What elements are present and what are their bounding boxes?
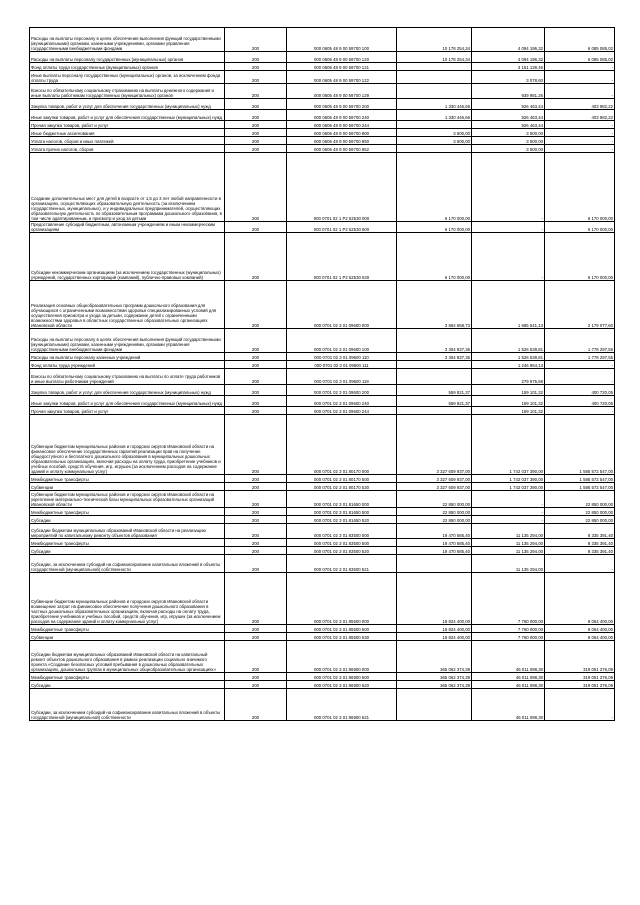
row-executed-cell: 926 463,44 xyxy=(472,121,545,129)
row-executed-cell: 3 500,00 xyxy=(472,145,545,153)
row-executed-cell: 279 575,68 xyxy=(472,369,545,385)
row-code-cell: 200 xyxy=(225,84,287,99)
row-executed-cell: 1 742 037 390,00 xyxy=(472,475,545,483)
row-executed-cell: 4 094 196,32 xyxy=(472,28,545,52)
row-name-cell: Иные закупки товаров, работ и услуг для обеспечения государственных (муниципальных) нужд xyxy=(30,396,225,407)
row-name-cell: Расходы на выплаты персоналу казенных учреждений xyxy=(30,353,225,361)
row-kbk-cell: 000 0701 02 3 01 09600 100 xyxy=(287,329,397,353)
row-approved-cell: 15 824 400,00 xyxy=(397,573,472,625)
row-name-cell: Субвенции xyxy=(30,633,225,641)
row-unexecuted-cell: 8 335 391,40 xyxy=(545,539,615,547)
row-kbk-cell: 000 0701 02 3 01 81650 500 xyxy=(287,508,397,516)
row-unexecuted-cell: 403 982,22 xyxy=(545,99,615,110)
table-row xyxy=(30,483,615,491)
row-kbk-cell: 000 0701 02 3 01 09600 111 xyxy=(287,361,397,369)
row-unexecuted-cell: 1 585 572 547,00 xyxy=(545,483,615,491)
row-name-cell: Создание дополнительных мест для детей в возрасте от 1,5 до 3 лет любой направленности в организациях, осуществляющих образовательную деятельность (за исключением государственных, муниципальных), и у индивидуальных предпринимателей, осуществляющих образовательную деятельность по образовательным программам дошкольного образования, в том числе адаптированным, и присмотр и уход за детьми xyxy=(30,153,225,222)
row-unexecuted-cell: - xyxy=(545,145,615,153)
row-code-cell: 200 xyxy=(225,137,287,145)
row-name-cell: Фонд оплаты труда государственных (муниципальных) органов xyxy=(30,63,225,71)
row-executed-cell: 11 135 294,00 xyxy=(472,547,545,555)
row-executed-cell: 1 685 541,13 xyxy=(472,281,545,329)
row-code-cell: 200 xyxy=(225,689,287,721)
table-row xyxy=(30,475,615,483)
row-unexecuted-cell: 319 051 276,09 xyxy=(545,641,615,673)
row-approved-cell xyxy=(397,361,472,369)
row-code-cell: 200 xyxy=(225,385,287,396)
row-kbk-cell: 000 0701 02 3 01 83500 521 xyxy=(287,555,397,573)
table-row xyxy=(30,153,615,222)
row-executed-cell: 1 526 539,81 xyxy=(472,329,545,353)
row-unexecuted-cell: 400 720,05 xyxy=(545,385,615,396)
table-row xyxy=(30,52,615,63)
row-approved-cell: 10 178 254,34 xyxy=(397,52,472,63)
table-row xyxy=(30,145,615,153)
row-unexecuted-cell: 8 335 391,40 xyxy=(545,547,615,555)
row-code-cell: 200 xyxy=(225,555,287,573)
row-unexecuted-cell: 2 179 077,60 xyxy=(545,281,615,329)
row-approved-cell: 15 824 400,00 xyxy=(397,633,472,641)
row-kbk-cell: 000 0701 02 3 01 80170 530 xyxy=(287,483,397,491)
row-kbk-cell: 000 0701 02 3 01 86900 520 xyxy=(287,681,397,689)
row-kbk-cell: 000 0701 02 1 P2 52530 000 xyxy=(287,153,397,222)
row-name-cell: Межбюджетные трансферты xyxy=(30,673,225,681)
row-code-cell: 200 xyxy=(225,99,287,110)
row-approved-cell: 3 327 609 937,00 xyxy=(397,483,472,491)
row-code-cell: 200 xyxy=(225,491,287,508)
row-unexecuted-cell: 8 064 400,00 xyxy=(545,573,615,625)
row-kbk-cell: 000 0701 02 1 P2 52530 600 xyxy=(287,222,397,233)
row-approved-cell: 365 062 374,39 xyxy=(397,681,472,689)
row-name-cell: Межбюджетные трансферты xyxy=(30,475,225,483)
row-name-cell: Реализация основных общеобразовательных программ дошкольного образования для обучающихся с ограниченными возможностями здоровья специализированных условий для осуществления присмотра и ухода за детьми, содержание детей с ограниченными возможностями здоровья в областных государственных образовательных организациях Ивановской области xyxy=(30,281,225,329)
row-name-cell: Взносы по обязательному социальному страхованию на выплаты денежного содержания и иные выплаты работникам государственных (муниципальных) органов xyxy=(30,84,225,99)
row-executed-cell: 159 101,32 xyxy=(472,396,545,407)
row-unexecuted-cell: - xyxy=(545,689,615,721)
row-name-cell: Иные закупки товаров, работ и услуг для обеспечения государственных (муниципальных) нужд xyxy=(30,110,225,121)
row-kbk-cell: 000 0701 02 3 01 09600 240 xyxy=(287,396,397,407)
row-name-cell: Субсидии, за исключением субсидий на софинансирование капитальных вложений в объекты государственной (муниципальной) собственности xyxy=(30,689,225,721)
row-unexecuted-cell: 6 085 085,02 xyxy=(545,52,615,63)
table-row xyxy=(30,137,615,145)
row-unexecuted-cell: 1 778 297,55 xyxy=(545,329,615,353)
row-kbk-cell: 000 0701 02 3 01 09600 119 xyxy=(287,369,397,385)
row-executed-cell: 926 463,44 xyxy=(472,110,545,121)
row-kbk-cell: 000 0701 02 3 01 09600 244 xyxy=(287,407,397,415)
row-code-cell: 200 xyxy=(225,547,287,555)
row-kbk-cell: 000 0701 02 3 01 81650 000 xyxy=(287,491,397,508)
row-approved-cell xyxy=(397,145,472,153)
table-row xyxy=(30,281,615,329)
table-row xyxy=(30,641,615,673)
row-executed-cell: 3 500,00 xyxy=(472,129,545,137)
table-row xyxy=(30,369,615,385)
row-kbk-cell: 000 0605 48 9 00 59700 129 xyxy=(287,84,397,99)
row-name-cell: Взносы по обязательному социальному страхованию на выплаты по оплате труда работников и иные выплаты работникам учреждений xyxy=(30,369,225,385)
row-code-cell: 200 xyxy=(225,508,287,516)
row-approved-cell: 365 062 374,39 xyxy=(397,641,472,673)
table-row xyxy=(30,28,615,52)
row-code-cell: 200 xyxy=(225,121,287,129)
row-unexecuted-cell: - xyxy=(545,369,615,385)
row-executed-cell: 7 760 000,00 xyxy=(472,625,545,633)
row-code-cell: 200 xyxy=(225,145,287,153)
row-approved-cell: 3 327 609 937,00 xyxy=(397,415,472,475)
row-name-cell: Субсидии xyxy=(30,547,225,555)
table-row xyxy=(30,573,615,625)
row-approved-cell xyxy=(397,63,472,71)
row-kbk-cell: 000 0701 02 3 01 83500 000 xyxy=(287,524,397,539)
row-approved-cell xyxy=(397,121,472,129)
row-unexecuted-cell: 1 585 572 547,00 xyxy=(545,415,615,475)
row-code-cell: 200 xyxy=(225,110,287,121)
row-unexecuted-cell: - xyxy=(545,137,615,145)
row-approved-cell: 3 864 658,73 xyxy=(397,281,472,329)
row-kbk-cell: 000 0701 02 1 P2 52530 630 xyxy=(287,233,397,281)
table-row xyxy=(30,681,615,689)
row-unexecuted-cell: 22 850 000,00 xyxy=(545,508,615,516)
row-name-cell: Субсидии некоммерческим организациям (за исключением государственных (муниципальных) учреждений, государственных корпораций (компаний), публично-правовых компаний) xyxy=(30,233,225,281)
row-name-cell: Субсидии xyxy=(30,681,225,689)
row-unexecuted-cell: 6 085 085,02 xyxy=(545,28,615,52)
row-unexecuted-cell: 22 850 000,00 xyxy=(545,516,615,524)
table-row xyxy=(30,625,615,633)
row-name-cell: Субсидии бюджетам муниципальных образований Ивановской области на реализацию мероприятий по капитальному ремонту объектов образования xyxy=(30,524,225,539)
row-code-cell: 200 xyxy=(225,625,287,633)
table-row xyxy=(30,353,615,361)
row-code-cell: 200 xyxy=(225,633,287,641)
row-approved-cell: 15 824 400,00 xyxy=(397,625,472,633)
row-code-cell: 200 xyxy=(225,129,287,137)
row-approved-cell: 19 470 685,40 xyxy=(397,539,472,547)
row-code-cell: 200 xyxy=(225,641,287,673)
table-row xyxy=(30,99,615,110)
row-kbk-cell: 000 0701 02 3 01 86900 500 xyxy=(287,673,397,681)
budget-execution-table-page xyxy=(29,27,614,721)
row-executed-cell: 1 742 037 390,00 xyxy=(472,483,545,491)
table-row xyxy=(30,516,615,524)
row-code-cell: 200 xyxy=(225,233,287,281)
row-unexecuted-cell: 8 064 400,00 xyxy=(545,633,615,641)
row-approved-cell: 22 850 000,00 xyxy=(397,516,472,524)
row-approved-cell: 6 170 000,00 xyxy=(397,153,472,222)
row-unexecuted-cell: 6 170 000,00 xyxy=(545,222,615,233)
row-executed-cell: 926 463,44 xyxy=(472,99,545,110)
row-approved-cell: 19 470 685,40 xyxy=(397,547,472,555)
row-name-cell: Закупка товаров, работ и услуг для обеспечения государственных (муниципальных) нужд xyxy=(30,99,225,110)
row-unexecuted-cell: 400 720,05 xyxy=(545,396,615,407)
row-kbk-cell: 000 0605 48 9 00 59700 120 xyxy=(287,52,397,63)
row-kbk-cell: 000 0701 02 3 01 86900 521 xyxy=(287,689,397,721)
row-unexecuted-cell: - xyxy=(545,121,615,129)
row-code-cell: 200 xyxy=(225,524,287,539)
row-code-cell: 200 xyxy=(225,71,287,84)
row-approved-cell xyxy=(397,84,472,99)
row-unexecuted-cell: 6 170 000,00 xyxy=(545,233,615,281)
row-executed-cell: 3 151 139,46 xyxy=(472,63,545,71)
row-unexecuted-cell: 6 170 000,00 xyxy=(545,153,615,222)
row-code-cell: 200 xyxy=(225,52,287,63)
row-unexecuted-cell: 319 051 276,09 xyxy=(545,673,615,681)
budget-table xyxy=(29,27,615,721)
row-executed-cell: 1 526 539,81 xyxy=(472,353,545,361)
row-code-cell: 200 xyxy=(225,353,287,361)
row-executed-cell: - xyxy=(472,491,545,508)
row-unexecuted-cell: 319 051 276,09 xyxy=(545,681,615,689)
row-executed-cell: - xyxy=(472,153,545,222)
row-kbk-cell: 000 0701 02 3 01 83500 500 xyxy=(287,539,397,547)
table-row xyxy=(30,63,615,71)
table-row xyxy=(30,491,615,508)
table-row xyxy=(30,524,615,539)
row-approved-cell: 22 850 000,00 xyxy=(397,508,472,516)
row-unexecuted-cell: - xyxy=(545,63,615,71)
row-code-cell: 200 xyxy=(225,329,287,353)
row-approved-cell: 10 178 254,34 xyxy=(397,28,472,52)
row-unexecuted-cell: 403 982,22 xyxy=(545,110,615,121)
row-name-cell: Расходы на выплаты персоналу в целях обеспечения выполнения функций государственными (муниципальными) органами, казенными учреждениями, органами управления государственными внебюджетными фондами xyxy=(30,329,225,353)
row-code-cell: 200 xyxy=(225,361,287,369)
row-executed-cell: 11 135 294,00 xyxy=(472,539,545,547)
row-executed-cell: 1 246 964,13 xyxy=(472,361,545,369)
table-row xyxy=(30,329,615,353)
row-name-cell: Межбюджетные трансферты xyxy=(30,539,225,547)
row-executed-cell: 159 101,32 xyxy=(472,385,545,396)
row-kbk-cell: 000 0701 02 3 01 09600 000 xyxy=(287,281,397,329)
row-unexecuted-cell: - xyxy=(545,71,615,84)
row-code-cell: 200 xyxy=(225,415,287,475)
row-code-cell: 200 xyxy=(225,369,287,385)
table-row xyxy=(30,385,615,396)
row-executed-cell: 3 500,00 xyxy=(472,137,545,145)
row-executed-cell: 4 094 196,32 xyxy=(472,52,545,63)
row-approved-cell: 19 470 685,40 xyxy=(397,524,472,539)
row-executed-cell: 11 135 294,00 xyxy=(472,555,545,573)
row-approved-cell: 6 170 000,00 xyxy=(397,222,472,233)
row-code-cell: 200 xyxy=(225,28,287,52)
row-executed-cell: 46 011 098,30 xyxy=(472,689,545,721)
table-row xyxy=(30,222,615,233)
row-kbk-cell: 000 0701 02 3 01 86900 000 xyxy=(287,641,397,673)
row-approved-cell: 6 170 000,00 xyxy=(397,233,472,281)
row-executed-cell: 46 011 098,30 xyxy=(472,681,545,689)
row-executed-cell: - xyxy=(472,222,545,233)
table-row xyxy=(30,689,615,721)
row-approved-cell: 3 500,00 xyxy=(397,137,472,145)
table-row xyxy=(30,407,615,415)
row-unexecuted-cell: 8 335 391,40 xyxy=(545,524,615,539)
table-row xyxy=(30,547,615,555)
table-row xyxy=(30,415,615,475)
row-executed-cell: 46 011 098,30 xyxy=(472,673,545,681)
row-kbk-cell: 000 0701 02 3 01 09600 200 xyxy=(287,385,397,396)
row-name-cell: Закупка товаров, работ и услуг для обеспечения государственных (муниципальных) нужд xyxy=(30,385,225,396)
table-row xyxy=(30,110,615,121)
row-name-cell: Предоставление субсидий бюджетным, автономным учреждениям и иным некоммерческим организациям xyxy=(30,222,225,233)
table-row xyxy=(30,84,615,99)
table-body xyxy=(30,28,615,721)
row-name-cell: Межбюджетные трансферты xyxy=(30,625,225,633)
row-code-cell: 200 xyxy=(225,539,287,547)
row-approved-cell xyxy=(397,71,472,84)
row-unexecuted-cell: 1 778 297,55 xyxy=(545,353,615,361)
row-kbk-cell: 000 0701 02 3 01 09600 110 xyxy=(287,353,397,361)
row-executed-cell: - xyxy=(472,516,545,524)
table-row xyxy=(30,71,615,84)
table-row xyxy=(30,508,615,516)
row-kbk-cell: 000 0605 48 9 00 59700 244 xyxy=(287,121,397,129)
table-row xyxy=(30,361,615,369)
row-approved-cell: 3 304 837,36 xyxy=(397,329,472,353)
row-name-cell: Иные бюджетные ассигнования xyxy=(30,129,225,137)
row-kbk-cell: 000 0605 48 9 00 59700 122 xyxy=(287,71,397,84)
row-kbk-cell: 000 0701 02 3 01 80170 500 xyxy=(287,475,397,483)
row-approved-cell xyxy=(397,369,472,385)
table-row xyxy=(30,396,615,407)
row-unexecuted-cell: 8 064 400,00 xyxy=(545,625,615,633)
row-name-cell: Уплата прочих налогов, сборов xyxy=(30,145,225,153)
row-code-cell: 200 xyxy=(225,153,287,222)
row-executed-cell: 7 760 000,00 xyxy=(472,633,545,641)
row-unexecuted-cell: - xyxy=(545,555,615,573)
table-row xyxy=(30,555,615,573)
table-row xyxy=(30,633,615,641)
row-unexecuted-cell: 1 585 572 547,00 xyxy=(545,475,615,483)
row-name-cell: Субвенции бюджетам муниципальных районов и городских округов Ивановской области на финансовое обеспечение государственных гарантий реализации прав на получение общедоступного и бесплатного дошкольного образования в муниципальных дошкольных образовательных организациях, включая расходы на оплату труда, приобретение учебников и учебных пособий, средств обучения, игр, игрушек (за исключением расходов на содержание зданий и оплату коммунальных услуг) xyxy=(30,415,225,475)
row-code-cell: 200 xyxy=(225,222,287,233)
table-row xyxy=(30,233,615,281)
row-unexecuted-cell: - xyxy=(545,361,615,369)
row-approved-cell xyxy=(397,555,472,573)
row-name-cell: Иные выплаты персоналу государственных (муниципальных) органов, за исключением фонда оплаты труда xyxy=(30,71,225,84)
row-executed-cell: 11 135 294,00 xyxy=(472,524,545,539)
row-executed-cell: 7 760 000,00 xyxy=(472,573,545,625)
row-unexecuted-cell: - xyxy=(545,407,615,415)
row-approved-cell xyxy=(397,689,472,721)
row-name-cell: Уплата налогов, сборов и иных платежей xyxy=(30,137,225,145)
row-code-cell: 200 xyxy=(225,475,287,483)
row-kbk-cell: 000 0701 02 3 01 85500 500 xyxy=(287,625,397,633)
row-approved-cell: 365 062 374,39 xyxy=(397,673,472,681)
row-name-cell: Субвенции бюджетам муниципальных районов и городских округов Ивановской области возмещение затрат на финансовое обеспечение получения дошкольного образования в частных дошкольных образовательных организациях, включая расходы на оплату труда, приобретение учебников и учебных пособий, средств обучения, игр, игрушек (за исключением расходов на содержание зданий и оплату коммунальных услуг) xyxy=(30,573,225,625)
table-row xyxy=(30,129,615,137)
row-executed-cell: - xyxy=(472,233,545,281)
row-code-cell: 200 xyxy=(225,673,287,681)
table-row xyxy=(30,673,615,681)
row-approved-cell: 3 304 837,36 xyxy=(397,353,472,361)
row-name-cell: Субвенции xyxy=(30,483,225,491)
row-kbk-cell: 000 0701 02 3 01 83500 520 xyxy=(287,547,397,555)
row-name-cell: Субвенции бюджетам муниципальных районов и городских округов Ивановской области на укрепление материально-технической базы муниципальных образовательных организаций Ивановской области xyxy=(30,491,225,508)
row-name-cell: Прочая закупка товаров, работ и услуг xyxy=(30,121,225,129)
row-name-cell: Расходы на выплаты персоналу в целях обеспечения выполнения функций государственными (муниципальными) органами, казенными учреждениями, органами управления государственными внебюджетными фондами xyxy=(30,28,225,52)
row-kbk-cell: 000 0605 48 9 00 59700 850 xyxy=(287,137,397,145)
table-row xyxy=(30,121,615,129)
row-unexecuted-cell: 22 850 000,00 xyxy=(545,491,615,508)
row-approved-cell: 1 330 446,66 xyxy=(397,110,472,121)
row-executed-cell: 1 742 037 390,00 xyxy=(472,415,545,475)
row-executed-cell: 46 011 098,30 xyxy=(472,641,545,673)
row-kbk-cell: 000 0701 02 3 01 81650 520 xyxy=(287,516,397,524)
row-executed-cell: 159 101,32 xyxy=(472,407,545,415)
row-kbk-cell: 000 0605 48 9 00 59700 200 xyxy=(287,99,397,110)
row-code-cell: 200 xyxy=(225,681,287,689)
row-name-cell: Субсидии, за исключением субсидий на софинансирование капитальных вложений в объекты государственной (муниципальной) собственности xyxy=(30,555,225,573)
row-kbk-cell: 000 0701 02 3 01 85500 000 xyxy=(287,573,397,625)
row-code-cell: 200 xyxy=(225,396,287,407)
row-approved-cell: 559 821,37 xyxy=(397,385,472,396)
row-approved-cell: 1 330 446,66 xyxy=(397,99,472,110)
row-kbk-cell: 000 0701 02 3 01 80170 000 xyxy=(287,415,397,475)
row-approved-cell: 3 500,00 xyxy=(397,129,472,137)
row-approved-cell: 3 327 609 937,00 xyxy=(397,475,472,483)
row-name-cell: Расходы на выплаты персоналу государственных (муниципальных) органов xyxy=(30,52,225,63)
row-unexecuted-cell: - xyxy=(545,84,615,99)
row-name-cell: Межбюджетные трансферты xyxy=(30,508,225,516)
row-code-cell: 200 xyxy=(225,516,287,524)
row-kbk-cell: 000 0605 48 9 00 59700 240 xyxy=(287,110,397,121)
row-approved-cell xyxy=(397,407,472,415)
row-kbk-cell: 000 0605 48 9 00 59700 852 xyxy=(287,145,397,153)
table-row xyxy=(30,539,615,547)
row-kbk-cell: 000 0605 48 9 00 59700 100 xyxy=(287,28,397,52)
row-kbk-cell: 000 0605 48 9 00 59700 121 xyxy=(287,63,397,71)
row-unexecuted-cell: - xyxy=(545,129,615,137)
row-kbk-cell: 000 0701 02 3 01 85500 530 xyxy=(287,633,397,641)
row-approved-cell: 22 850 000,00 xyxy=(397,491,472,508)
row-code-cell: 200 xyxy=(225,281,287,329)
row-code-cell: 200 xyxy=(225,573,287,625)
row-name-cell: Прочая закупка товаров, работ и услуг xyxy=(30,407,225,415)
row-approved-cell: 559 821,37 xyxy=(397,396,472,407)
row-name-cell: Фонд оплаты труда учреждений xyxy=(30,361,225,369)
row-executed-cell: - xyxy=(472,508,545,516)
row-name-cell: Субсидии xyxy=(30,516,225,524)
row-executed-cell: 3 078,60 xyxy=(472,71,545,84)
row-code-cell: 200 xyxy=(225,483,287,491)
row-code-cell: 200 xyxy=(225,63,287,71)
row-code-cell: 200 xyxy=(225,407,287,415)
row-executed-cell: 939 981,26 xyxy=(472,84,545,99)
row-kbk-cell: 000 0605 48 9 00 59700 800 xyxy=(287,129,397,137)
row-name-cell: Субсидии бюджетам муниципальных образований Ивановской области на капитальный ремонт объектов дошкольного образования в рамках реализации социально значимого проекта «Создание безопасных условий пребывания в дошкольных образовательных организациях, дошкольных группах в муниципальных общеобразовательных организациях» xyxy=(30,641,225,673)
